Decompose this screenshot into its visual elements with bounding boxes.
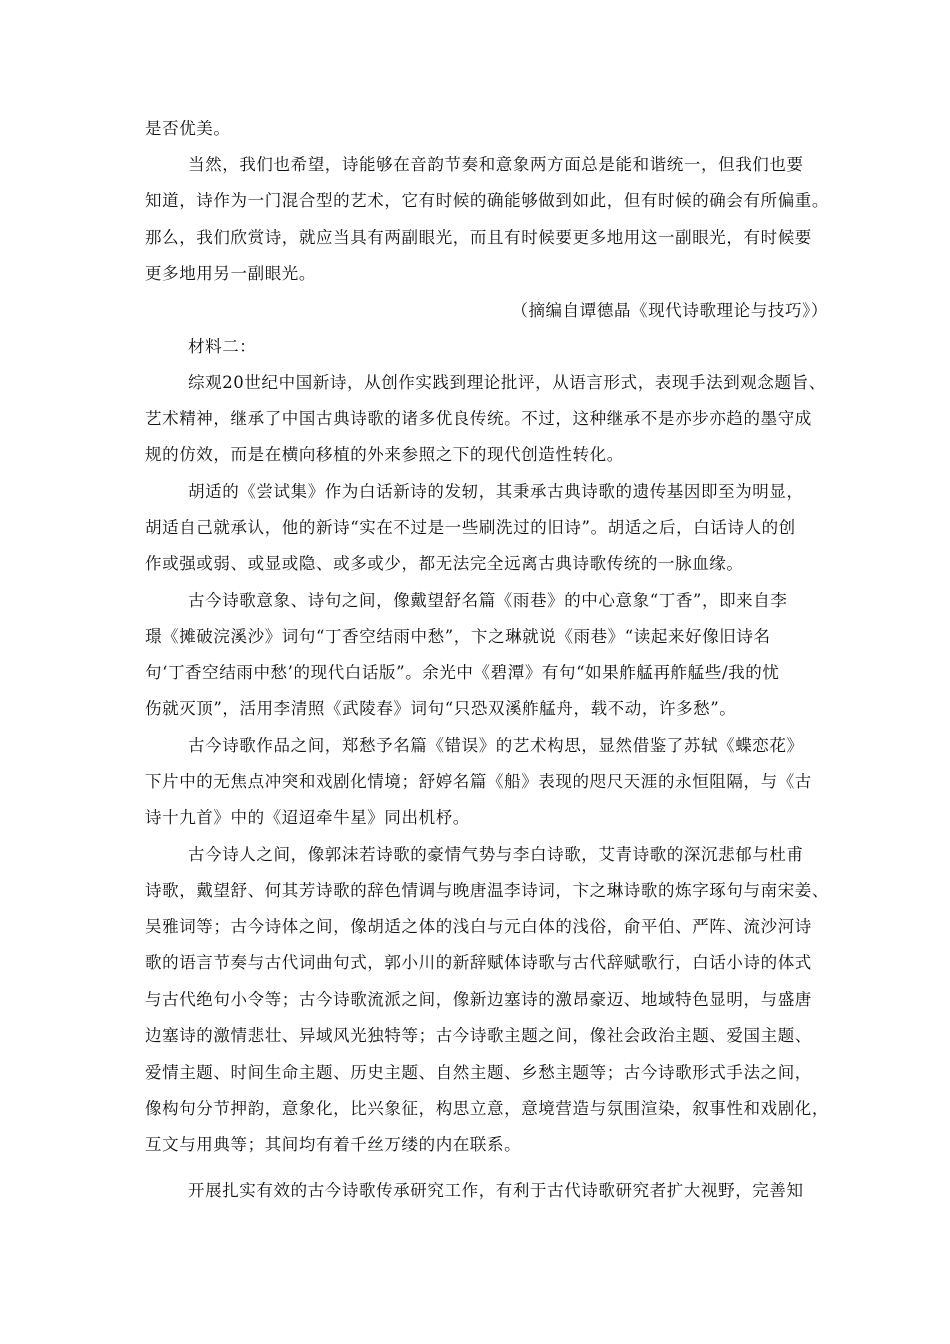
text-line: 下片中的无焦点冲突和戏剧化情境；舒婷名篇《船》表现的咫尺天涯的永恒阻隔，与《古	[145, 772, 812, 791]
text-line: 开展扎实有效的古今诗歌传承研究工作，有利于古代诗歌研究者扩大视野，完善知	[188, 1181, 804, 1200]
text-line: 是否优美。	[145, 119, 231, 138]
text-line: 综观20世纪中国新诗，从创作实践到理论批评，从语言形式，表现手法到观念题旨、	[188, 373, 826, 392]
text-line: 古今诗歌作品之间，郑愁予名篇《错误》的艺术构思，显然借鉴了苏轼《蝶恋花》	[188, 736, 804, 755]
text-line: 当然，我们也希望，诗能够在音韵节奏和意象两方面总是能和谐统一，但我们也要	[188, 155, 804, 174]
source-citation: （摘编自谭德晶《现代诗歌理论与技巧》）	[511, 301, 828, 320]
text-line: 古今诗人之间，像郭沫若诗歌的豪情气势与李白诗歌，艾青诗歌的深沉悲郁与杜甫	[188, 845, 804, 864]
text-line: 诗歌，戴望舒、何其芳诗歌的辞色情调与晚唐温李诗词，卞之琳诗歌的炼字琢句与南宋姜、	[145, 881, 829, 900]
text-line: 吴雅词等；古今诗体之间，像胡适之体的浅白与元白体的浅俗，俞平伯、严阵、流沙河诗	[145, 917, 812, 936]
text-line: 互文与用典等；其间均有着千丝万缕的内在联系。	[145, 1135, 522, 1154]
text-line: 艺术精神，继承了中国古典诗歌的诸多优良传统。不过，这种继承不是亦步亦趋的墨守成	[145, 409, 812, 428]
text-line: 歌的语言节奏与古代词曲句式，郭小川的新辞赋体诗歌与古代辞赋歌行，白话小诗的体式	[145, 953, 812, 972]
text-line: 古今诗歌意象、诗句之间，像戴望舒名篇《雨巷》的中心意象“丁香”，即来自李	[188, 591, 788, 610]
section-heading: 材料二：	[188, 337, 257, 356]
text-line: 知道，诗作为一门混合型的艺术，它有时候的确能够做到如此，但有时候的确会有所偏重。	[145, 191, 829, 210]
text-line: 与古代绝句小令等；古今诗歌流派之间，像新边塞诗的激昂豪迈、地域特色显明，与盛唐	[145, 990, 812, 1009]
text-line: 胡适的《尝试集》作为白话新诗的发轫，其秉承古典诗歌的遗传基因即至为明显，	[188, 482, 804, 501]
text-line: 爱情主题、时间生命主题、历史主题、自然主题、乡愁主题等；古今诗歌形式手法之间，	[145, 1063, 812, 1082]
text-line: 璟《摊破浣溪沙》词句“丁香空结雨中愁”，卞之琳就说《雨巷》“读起来好像旧诗名	[145, 627, 771, 646]
text-line: 像构句分节押韵，意象化，比兴象征，构思立意，意境营造与氛围渲染，叙事性和戏剧化，	[145, 1099, 829, 1118]
text-line: 诗十九首》中的《迢迢牵牛星》同出机杼。	[145, 808, 470, 827]
text-line: 更多地用另一副眼光。	[145, 264, 316, 283]
text-line: 规的仿效，而是在横向移植的外来参照之下的现代创造性转化。	[145, 445, 624, 464]
text-line: 句‘丁香空结雨中愁’的现代白话版”。余光中《碧潭》有句“如果舴艋再舴艋些/我的忧	[145, 663, 780, 682]
text-line: 作或强或弱、或显或隐、或多或少，都无法完全远离古典诗歌传统的一脉血缘。	[145, 554, 744, 573]
text-line: 胡适自己就承认，他的新诗“实在不过是一些刷洗过的旧诗”。胡适之后，白话诗人的创	[145, 518, 796, 537]
text-line: 那么，我们欣赏诗，就应当具有两副眼光，而且有时候要更多地用这一副眼光，有时候要	[145, 228, 812, 247]
text-line: 边塞诗的激情悲壮、异域风光独特等；古今诗歌主题之间，像社会政治主题、爱国主题、	[145, 1026, 812, 1045]
text-line: 伤就灭顶”，活用李清照《武陵春》词句“只恐双溪舴艋舟，载不动，许多愁”。	[145, 699, 737, 718]
